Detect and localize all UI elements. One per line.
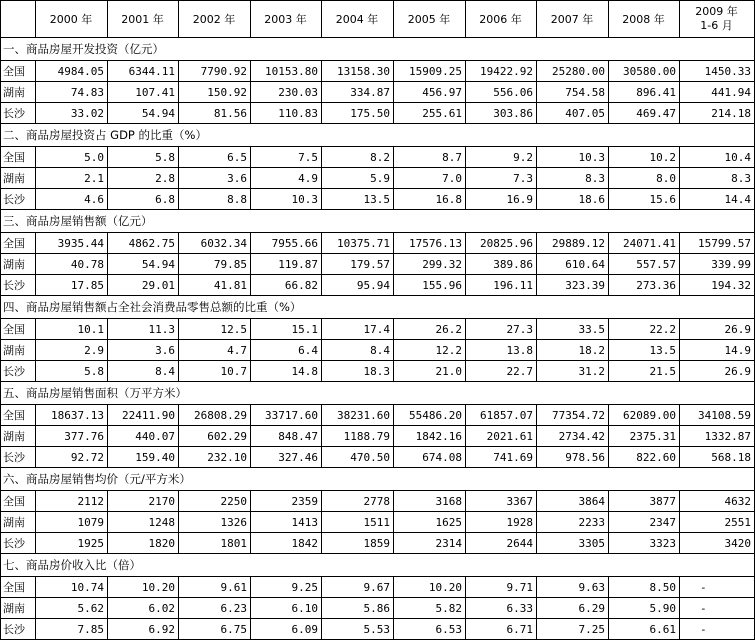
data-cell: 17.4: [322, 319, 394, 340]
data-cell: 6.53: [394, 619, 466, 640]
data-cell: 8.7: [394, 147, 466, 168]
data-cell: 1326: [179, 512, 251, 533]
data-cell: -: [680, 577, 755, 598]
year-header: 2001 年: [108, 1, 179, 38]
data-cell: 1511: [322, 512, 394, 533]
data-cell: 62089.00: [609, 405, 680, 426]
data-cell: 339.99: [680, 254, 755, 275]
data-cell: 8.3: [680, 168, 755, 189]
data-cell: 54.94: [108, 254, 179, 275]
data-cell: 8.50: [609, 577, 680, 598]
data-cell: 15799.57: [680, 233, 755, 254]
data-cell: 13158.30: [322, 61, 394, 82]
data-cell: 194.32: [680, 275, 755, 296]
data-cell: 469.47: [609, 103, 680, 124]
data-cell: 1820: [108, 533, 179, 554]
data-cell: 2359: [251, 491, 322, 512]
table-row: [1, 361, 755, 382]
section-row: [1, 124, 755, 147]
data-cell: 1859: [322, 533, 394, 554]
year-header: 2008 年: [609, 1, 680, 38]
data-cell: 13.5: [609, 340, 680, 361]
data-cell: 5.0: [36, 147, 108, 168]
data-cell: 10.2: [609, 147, 680, 168]
region-label: 湖南: [1, 254, 36, 275]
section-title: 六、商品房屋销售均价（元/平方米）: [1, 468, 755, 491]
year-header: 2005 年: [394, 1, 466, 38]
data-cell: 25280.00: [537, 61, 609, 82]
region-label: 全国: [1, 405, 36, 426]
year-header: 2004 年: [322, 1, 394, 38]
data-cell: 9.63: [537, 577, 609, 598]
region-label: 全国: [1, 577, 36, 598]
data-cell: 119.87: [251, 254, 322, 275]
data-cell: 2233: [537, 512, 609, 533]
data-cell: 5.9: [322, 168, 394, 189]
data-cell: 10375.71: [322, 233, 394, 254]
data-cell: 10153.80: [251, 61, 322, 82]
data-cell: 674.08: [394, 447, 466, 468]
data-cell: 54.94: [108, 103, 179, 124]
region-label: 湖南: [1, 598, 36, 619]
data-cell: 741.69: [466, 447, 537, 468]
data-cell: 15.6: [609, 189, 680, 210]
year-header: 2003 年: [251, 1, 322, 38]
data-cell: 377.76: [36, 426, 108, 447]
year-header: 2006 年: [466, 1, 537, 38]
data-cell: 175.50: [322, 103, 394, 124]
data-cell: 22.7: [466, 361, 537, 382]
region-label: 长沙: [1, 447, 36, 468]
data-cell: 2112: [36, 491, 108, 512]
data-cell: 9.71: [466, 577, 537, 598]
data-cell: 3305: [537, 533, 609, 554]
data-cell: 14.8: [251, 361, 322, 382]
data-cell: 6.09: [251, 619, 322, 640]
data-cell: 2.8: [108, 168, 179, 189]
data-cell: 12.5: [179, 319, 251, 340]
data-cell: 2.1: [36, 168, 108, 189]
data-cell: 20825.96: [466, 233, 537, 254]
data-cell: 1928: [466, 512, 537, 533]
data-cell: 5.53: [322, 619, 394, 640]
data-cell: 7.25: [537, 619, 609, 640]
data-cell: 5.62: [36, 598, 108, 619]
data-cell: 26808.29: [179, 405, 251, 426]
data-cell: 6.33: [466, 598, 537, 619]
table-row: [1, 512, 755, 533]
data-cell: 26.9: [680, 361, 755, 382]
data-cell: 9.25: [251, 577, 322, 598]
data-cell: 5.8: [108, 147, 179, 168]
table-row: [1, 254, 755, 275]
data-cell: 1625: [394, 512, 466, 533]
data-cell: 6.02: [108, 598, 179, 619]
data-cell: 33.5: [537, 319, 609, 340]
year-header-2009: [680, 1, 755, 38]
data-cell: 7.0: [394, 168, 466, 189]
data-cell: 214.18: [680, 103, 755, 124]
section-row: [1, 468, 755, 491]
data-cell: 3877: [609, 491, 680, 512]
data-cell: 150.92: [179, 82, 251, 103]
data-cell: 2.9: [36, 340, 108, 361]
data-cell: 5.86: [322, 598, 394, 619]
data-cell: 4984.05: [36, 61, 108, 82]
data-cell: 18.2: [537, 340, 609, 361]
data-cell: 896.41: [609, 82, 680, 103]
table-row: [1, 189, 755, 210]
table-row: [1, 447, 755, 468]
data-cell: 10.20: [394, 577, 466, 598]
table-row: [1, 275, 755, 296]
region-label: 全国: [1, 233, 36, 254]
data-cell: 13.5: [322, 189, 394, 210]
data-cell: 11.3: [108, 319, 179, 340]
data-cell: 24071.41: [609, 233, 680, 254]
data-cell: 74.83: [36, 82, 108, 103]
data-cell: 2644: [466, 533, 537, 554]
table-row: [1, 103, 755, 124]
year-header: 2007 年: [537, 1, 609, 38]
region-label: 全国: [1, 319, 36, 340]
data-cell: 26.2: [394, 319, 466, 340]
data-cell: 6.61: [609, 619, 680, 640]
data-cell: 6.8: [108, 189, 179, 210]
data-cell: 41.81: [179, 275, 251, 296]
data-cell: 2170: [108, 491, 179, 512]
section-row: [1, 38, 755, 61]
section-title: 四、商品房屋销售额占全社会消费品零售总额的比重（%）: [1, 296, 755, 319]
section-row: [1, 382, 755, 405]
data-cell: 196.11: [466, 275, 537, 296]
data-cell: 2250: [179, 491, 251, 512]
data-cell: 848.47: [251, 426, 322, 447]
data-cell: 10.7: [179, 361, 251, 382]
data-cell: 978.56: [537, 447, 609, 468]
data-cell: 3864: [537, 491, 609, 512]
data-cell: 7955.66: [251, 233, 322, 254]
data-cell: 8.4: [322, 340, 394, 361]
data-cell: 17576.13: [394, 233, 466, 254]
data-cell: 18.6: [537, 189, 609, 210]
data-cell: 107.41: [108, 82, 179, 103]
data-cell: 299.32: [394, 254, 466, 275]
data-cell: 81.56: [179, 103, 251, 124]
data-cell: 2551: [680, 512, 755, 533]
data-cell: 1925: [36, 533, 108, 554]
data-cell: 155.96: [394, 275, 466, 296]
region-label: 湖南: [1, 512, 36, 533]
data-cell: 6.5: [179, 147, 251, 168]
data-cell: 19422.92: [466, 61, 537, 82]
data-cell: 10.3: [537, 147, 609, 168]
data-cell: 255.61: [394, 103, 466, 124]
data-cell: 4.7: [179, 340, 251, 361]
data-cell: 470.50: [322, 447, 394, 468]
region-label: 长沙: [1, 533, 36, 554]
data-cell: 26.9: [680, 319, 755, 340]
data-cell: 14.4: [680, 189, 755, 210]
data-cell: 273.36: [609, 275, 680, 296]
data-cell: 327.46: [251, 447, 322, 468]
data-cell: 10.1: [36, 319, 108, 340]
data-cell: 10.74: [36, 577, 108, 598]
data-cell: 7790.92: [179, 61, 251, 82]
table-row: [1, 598, 755, 619]
data-cell: 456.97: [394, 82, 466, 103]
data-cell: 40.78: [36, 254, 108, 275]
data-cell: 3.6: [179, 168, 251, 189]
data-cell: 4632: [680, 491, 755, 512]
data-cell: 8.0: [609, 168, 680, 189]
data-cell: 440.07: [108, 426, 179, 447]
data-cell: 10.3: [251, 189, 322, 210]
data-cell: 602.29: [179, 426, 251, 447]
data-cell: 2347: [609, 512, 680, 533]
data-cell: 17.85: [36, 275, 108, 296]
data-cell: 4862.75: [108, 233, 179, 254]
data-cell: 77354.72: [537, 405, 609, 426]
data-cell: 334.87: [322, 82, 394, 103]
data-cell: 8.2: [322, 147, 394, 168]
data-cell: 6.71: [466, 619, 537, 640]
data-cell: 2734.42: [537, 426, 609, 447]
data-cell: 2314: [394, 533, 466, 554]
region-label: 湖南: [1, 82, 36, 103]
data-cell: 6.23: [179, 598, 251, 619]
data-cell: 1332.87: [680, 426, 755, 447]
region-label: 全国: [1, 61, 36, 82]
data-cell: 303.86: [466, 103, 537, 124]
table-row: [1, 426, 755, 447]
table-row: [1, 405, 755, 426]
table-row: [1, 491, 755, 512]
year-header: 2002 年: [179, 1, 251, 38]
data-cell: 2778: [322, 491, 394, 512]
data-cell: 3168: [394, 491, 466, 512]
section-title: 一、商品房屋开发投资（亿元）: [1, 38, 755, 61]
data-cell: 159.40: [108, 447, 179, 468]
data-cell: 1842: [251, 533, 322, 554]
data-cell: 8.3: [537, 168, 609, 189]
table-row: [1, 319, 755, 340]
data-cell: 18.3: [322, 361, 394, 382]
data-cell: 27.3: [466, 319, 537, 340]
data-cell: 6344.11: [108, 61, 179, 82]
data-cell: 66.82: [251, 275, 322, 296]
data-cell: 5.90: [609, 598, 680, 619]
data-cell: 6.92: [108, 619, 179, 640]
data-cell: 110.83: [251, 103, 322, 124]
data-cell: 4.6: [36, 189, 108, 210]
data-cell: -: [680, 619, 755, 640]
data-cell: 9.67: [322, 577, 394, 598]
region-label: 湖南: [1, 426, 36, 447]
data-cell: 33.02: [36, 103, 108, 124]
section-row: [1, 554, 755, 577]
section-title: 五、商品房屋销售面积（万平方米）: [1, 382, 755, 405]
data-cell: 10.4: [680, 147, 755, 168]
region-label: 湖南: [1, 168, 36, 189]
data-cell: 61857.07: [466, 405, 537, 426]
data-cell: 556.06: [466, 82, 537, 103]
data-cell: 31.2: [537, 361, 609, 382]
data-cell: 14.9: [680, 340, 755, 361]
table-row: [1, 168, 755, 189]
data-cell: 34108.59: [680, 405, 755, 426]
data-cell: 7.5: [251, 147, 322, 168]
data-cell: 6.29: [537, 598, 609, 619]
table-row: [1, 340, 755, 361]
table-row: [1, 233, 755, 254]
data-cell: 22411.90: [108, 405, 179, 426]
section-title: 二、商品房屋投资占 GDP 的比重（%）: [1, 124, 755, 147]
data-cell: 2021.61: [466, 426, 537, 447]
data-cell: 323.39: [537, 275, 609, 296]
data-cell: 3420: [680, 533, 755, 554]
data-cell: 15.1: [251, 319, 322, 340]
data-cell: 9.2: [466, 147, 537, 168]
region-label: 长沙: [1, 275, 36, 296]
data-cell: 3935.44: [36, 233, 108, 254]
year-header-2009-line1: 2009 年: [695, 5, 738, 18]
data-cell: 29889.12: [537, 233, 609, 254]
data-cell: 230.03: [251, 82, 322, 103]
data-cell: 92.72: [36, 447, 108, 468]
data-cell: 3323: [609, 533, 680, 554]
data-cell: 9.61: [179, 577, 251, 598]
data-cell: 21.0: [394, 361, 466, 382]
data-cell: 6032.34: [179, 233, 251, 254]
data-cell: 1450.33: [680, 61, 755, 82]
region-label: 湖南: [1, 340, 36, 361]
section-title: 七、商品房价收入比（倍）: [1, 554, 755, 577]
section-row: [1, 296, 755, 319]
table-row: [1, 61, 755, 82]
data-cell: 2375.31: [609, 426, 680, 447]
data-cell: 12.2: [394, 340, 466, 361]
data-cell: 7.3: [466, 168, 537, 189]
data-cell: 30580.00: [609, 61, 680, 82]
data-cell: 5.82: [394, 598, 466, 619]
data-cell: 179.57: [322, 254, 394, 275]
region-label: 长沙: [1, 619, 36, 640]
data-cell: 18637.13: [36, 405, 108, 426]
data-cell: -: [680, 598, 755, 619]
data-cell: 557.57: [609, 254, 680, 275]
data-cell: 5.8: [36, 361, 108, 382]
section-title: 三、商品房屋销售额（亿元）: [1, 210, 755, 233]
table-row: [1, 533, 755, 554]
data-cell: 568.18: [680, 447, 755, 468]
data-cell: 21.5: [609, 361, 680, 382]
data-cell: 6.75: [179, 619, 251, 640]
table-row: [1, 577, 755, 598]
data-cell: 1079: [36, 512, 108, 533]
data-cell: 8.8: [179, 189, 251, 210]
data-cell: 232.10: [179, 447, 251, 468]
data-cell: 754.58: [537, 82, 609, 103]
data-cell: 16.8: [394, 189, 466, 210]
data-cell: 6.4: [251, 340, 322, 361]
table-row: [1, 82, 755, 103]
table-row: [1, 147, 755, 168]
data-cell: 10.20: [108, 577, 179, 598]
data-cell: 55486.20: [394, 405, 466, 426]
data-cell: 389.86: [466, 254, 537, 275]
data-cell: 1248: [108, 512, 179, 533]
data-cell: 610.64: [537, 254, 609, 275]
data-cell: 15909.25: [394, 61, 466, 82]
data-cell: 8.4: [108, 361, 179, 382]
data-cell: 13.8: [466, 340, 537, 361]
data-cell: 407.05: [537, 103, 609, 124]
data-cell: 1801: [179, 533, 251, 554]
data-cell: 33717.60: [251, 405, 322, 426]
data-cell: 1188.79: [322, 426, 394, 447]
section-row: [1, 210, 755, 233]
data-cell: 4.9: [251, 168, 322, 189]
data-cell: 95.94: [322, 275, 394, 296]
data-cell: 29.01: [108, 275, 179, 296]
data-cell: 441.94: [680, 82, 755, 103]
data-cell: 22.2: [609, 319, 680, 340]
year-header-2009-line2: 1-6 月: [700, 19, 733, 32]
region-label: 长沙: [1, 103, 36, 124]
data-cell: 1413: [251, 512, 322, 533]
region-label: 全国: [1, 147, 36, 168]
data-cell: 16.9: [466, 189, 537, 210]
header-row: [1, 1, 755, 38]
data-cell: 6.10: [251, 598, 322, 619]
data-cell: 1842.16: [394, 426, 466, 447]
table-row: [1, 619, 755, 640]
data-cell: 79.85: [179, 254, 251, 275]
data-cell: 7.85: [36, 619, 108, 640]
year-header: 2000 年: [36, 1, 108, 38]
data-cell: 3367: [466, 491, 537, 512]
corner-cell: [1, 1, 36, 38]
data-cell: 38231.60: [322, 405, 394, 426]
region-label: 长沙: [1, 189, 36, 210]
data-cell: 3.6: [108, 340, 179, 361]
region-label: 全国: [1, 491, 36, 512]
data-cell: 822.60: [609, 447, 680, 468]
region-label: 长沙: [1, 361, 36, 382]
